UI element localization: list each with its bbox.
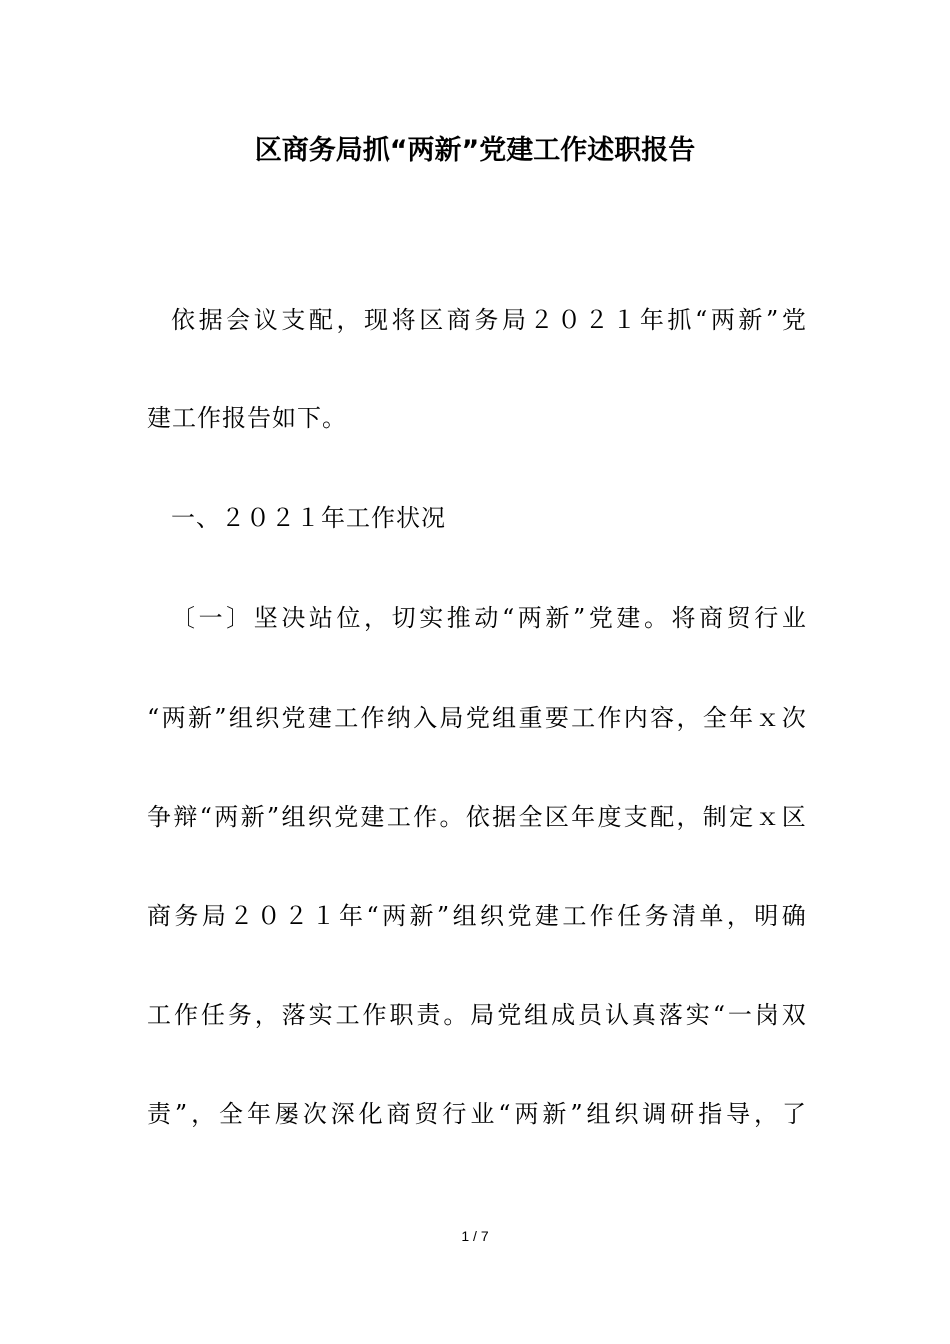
glyph: 重 [518, 704, 544, 732]
glyph: 研 [670, 1100, 696, 1128]
glyph: 务 [474, 306, 500, 334]
glyph: 。 [643, 604, 669, 632]
glyph: 党 [497, 1001, 523, 1029]
glyph: 配 [650, 803, 676, 831]
glyph: 组 [492, 704, 518, 732]
paragraph-line [171, 600, 807, 636]
glyph: 全 [518, 803, 544, 831]
glyph: 落 [658, 1001, 684, 1029]
glyph: 业 [470, 1100, 496, 1128]
glyph: 定 [729, 803, 755, 831]
glyph: 新 [738, 306, 764, 334]
glyph: 动 [474, 604, 500, 632]
glyph: ０ [256, 902, 282, 930]
glyph: ｘ [755, 803, 781, 831]
glyph: 工 [335, 1001, 361, 1029]
glyph: ２ [229, 902, 255, 930]
glyph: 要 [544, 704, 570, 732]
glyph: 责 [416, 1001, 442, 1029]
glyph: 次 [781, 704, 807, 732]
glyph: 依 [465, 803, 491, 831]
glyph: 据 [198, 306, 224, 334]
glyph: １ [612, 306, 638, 334]
glyph: “ [199, 803, 213, 831]
glyph: 作 [362, 1001, 388, 1029]
glyph: ， [754, 1100, 780, 1128]
glyph: 。 [439, 803, 465, 831]
glyph: 年 [729, 704, 755, 732]
glyph: 双 [781, 1001, 807, 1029]
glyph: ， [254, 1001, 280, 1029]
glyph: 入 [413, 704, 439, 732]
glyph: 新 [187, 704, 213, 732]
glyph: ” [214, 704, 228, 732]
glyph: 局 [439, 704, 465, 732]
glyph: 工 [147, 1001, 172, 1029]
glyph: 贸 [726, 604, 752, 632]
glyph: ” [174, 1100, 189, 1128]
glyph: 实 [419, 604, 445, 632]
glyph: 内 [623, 704, 649, 732]
glyph: 组 [524, 1001, 550, 1029]
glyph: 党 [507, 902, 533, 930]
glyph: ， [676, 704, 702, 732]
glyph: 年 [571, 803, 597, 831]
paragraph-line [147, 1096, 807, 1132]
glyph: ， [676, 803, 702, 831]
paragraph-line [171, 302, 807, 338]
glyph: “ [712, 1001, 726, 1029]
glyph: 行 [754, 604, 780, 632]
glyph: 认 [604, 1001, 630, 1029]
glyph: 次 [302, 1100, 328, 1128]
glyph: 据 [492, 803, 518, 831]
glyph: 全 [219, 1100, 245, 1128]
glyph: 商 [699, 604, 725, 632]
glyph: ” [766, 306, 780, 334]
glyph: 纳 [386, 704, 412, 732]
glyph: “ [366, 902, 380, 930]
glyph: 建 [616, 604, 642, 632]
glyph: 全 [702, 704, 728, 732]
glyph: 党 [465, 704, 491, 732]
glyph: 切 [391, 604, 417, 632]
section-heading: 一、２０２１年工作状况 [171, 504, 446, 532]
glyph: 行 [442, 1100, 468, 1128]
glyph: “ [694, 306, 709, 334]
glyph: 局 [470, 1001, 496, 1029]
glyph: 贸 [414, 1100, 440, 1128]
glyph: ｘ [755, 704, 781, 732]
glyph: ， [191, 1100, 217, 1128]
glyph: 工 [571, 704, 597, 732]
glyph: 商 [147, 902, 172, 930]
glyph: 党 [334, 803, 360, 831]
glyph: 真 [631, 1001, 657, 1029]
glyph: 抓 [667, 306, 693, 334]
glyph: ０ [557, 306, 583, 334]
glyph: 新 [240, 803, 266, 831]
glyph: ２ [529, 306, 555, 334]
glyph: ， [726, 902, 752, 930]
glyph: 支 [623, 803, 649, 831]
glyph: 员 [578, 1001, 603, 1029]
glyph: 落 [281, 1001, 307, 1029]
glyph: 依 [171, 306, 196, 334]
glyph: 实 [685, 1001, 711, 1029]
glyph: 务 [174, 902, 200, 930]
paragraph-line [147, 898, 807, 934]
glyph: 一 [198, 604, 224, 632]
glyph: 成 [551, 1001, 577, 1029]
glyph: 任 [617, 902, 643, 930]
glyph: 两 [161, 704, 187, 732]
glyph: 业 [781, 604, 807, 632]
glyph: 议 [253, 306, 279, 334]
glyph: 区 [419, 306, 445, 334]
glyph: 织 [307, 803, 333, 831]
glyph: ” [266, 803, 281, 831]
glyph: 站 [308, 604, 334, 632]
glyph: 年 [338, 902, 364, 930]
glyph: 屡 [274, 1100, 300, 1128]
glyph: 组 [228, 704, 254, 732]
paragraph-line [147, 700, 807, 736]
glyph: 织 [480, 902, 506, 930]
glyph: 〔 [171, 604, 196, 632]
glyph: 调 [642, 1100, 668, 1128]
glyph: 两 [710, 306, 736, 334]
glyph: ” [572, 604, 587, 632]
glyph: 新 [542, 1100, 568, 1128]
glyph: 推 [446, 604, 472, 632]
glyph: 组 [281, 803, 307, 831]
glyph: 党 [588, 604, 614, 632]
glyph: 作 [589, 902, 615, 930]
glyph: 组 [452, 902, 478, 930]
glyph: 作 [597, 704, 623, 732]
page-number: 1 / 7 [461, 1228, 489, 1244]
glyph: １ [311, 902, 337, 930]
glyph: 工 [334, 704, 360, 732]
glyph: 作 [413, 803, 439, 831]
glyph: 工 [386, 803, 412, 831]
glyph: 商 [446, 306, 472, 334]
glyph: 区 [781, 803, 807, 831]
glyph: ， [364, 604, 390, 632]
glyph: 务 [644, 902, 670, 930]
glyph: 配 [308, 306, 334, 334]
glyph: 建 [360, 803, 386, 831]
glyph: 作 [173, 1001, 199, 1029]
glyph: 两 [517, 604, 543, 632]
glyph: 坚 [253, 604, 279, 632]
glyph: 指 [698, 1100, 724, 1128]
glyph: 务 [227, 1001, 253, 1029]
glyph: 清 [672, 902, 697, 930]
glyph: 职 [389, 1001, 415, 1029]
glyph: 责 [147, 1100, 172, 1128]
glyph: 局 [201, 902, 227, 930]
glyph: ” [436, 902, 451, 930]
glyph: 将 [391, 306, 417, 334]
glyph: 深 [330, 1100, 356, 1128]
glyph: 争 [147, 803, 172, 831]
glyph: 位 [336, 604, 362, 632]
glyph: 导 [726, 1100, 752, 1128]
glyph: 年 [639, 306, 665, 334]
glyph: ” [570, 1100, 584, 1128]
glyph: 新 [545, 604, 571, 632]
glyph: 将 [671, 604, 697, 632]
glyph: 组 [586, 1100, 612, 1128]
glyph: 支 [281, 306, 307, 334]
glyph: 新 [409, 902, 435, 930]
glyph: 会 [226, 306, 252, 334]
glyph: 了 [781, 1100, 807, 1128]
glyph: 现 [364, 306, 390, 334]
glyph: ， [336, 306, 362, 334]
glyph: “ [498, 1100, 512, 1128]
paragraph-line [147, 799, 807, 835]
glyph: 作 [360, 704, 386, 732]
glyph: 岗 [754, 1001, 780, 1029]
glyph: 任 [200, 1001, 226, 1029]
glyph: 一 [727, 1001, 753, 1029]
glyph: 党 [281, 704, 307, 732]
glyph: 确 [781, 902, 807, 930]
glyph: 。 [443, 1001, 469, 1029]
glyph: 两 [382, 902, 408, 930]
glyph: 织 [255, 704, 281, 732]
glyph: 实 [308, 1001, 334, 1029]
glyph: 商 [386, 1100, 412, 1128]
glyph: 〕 [226, 604, 252, 632]
glyph: 两 [214, 803, 240, 831]
glyph: 织 [614, 1100, 640, 1128]
glyph: 局 [501, 306, 527, 334]
glyph: 明 [754, 902, 780, 930]
glyph: 区 [544, 803, 570, 831]
glyph: ２ [284, 902, 310, 930]
glyph: “ [501, 604, 516, 632]
glyph: 辩 [173, 803, 199, 831]
glyph: 两 [514, 1100, 540, 1128]
paragraph-line [147, 997, 807, 1033]
glyph: 建 [534, 902, 560, 930]
glyph: 决 [281, 604, 307, 632]
glyph: 化 [358, 1100, 384, 1128]
document-title: 区商务局抓“两新”党建工作述职报告 [254, 135, 696, 166]
glyph: 年 [246, 1100, 272, 1128]
glyph: 容 [650, 704, 676, 732]
glyph: ２ [584, 306, 610, 334]
glyph: 建 [307, 704, 333, 732]
glyph: “ [147, 704, 161, 732]
glyph: 制 [702, 803, 728, 831]
glyph: 工 [562, 902, 588, 930]
glyph: 度 [597, 803, 623, 831]
glyph: 单 [699, 902, 725, 930]
glyph: 党 [781, 306, 807, 334]
paragraph-line: 建工作报告如下。 [147, 404, 347, 432]
